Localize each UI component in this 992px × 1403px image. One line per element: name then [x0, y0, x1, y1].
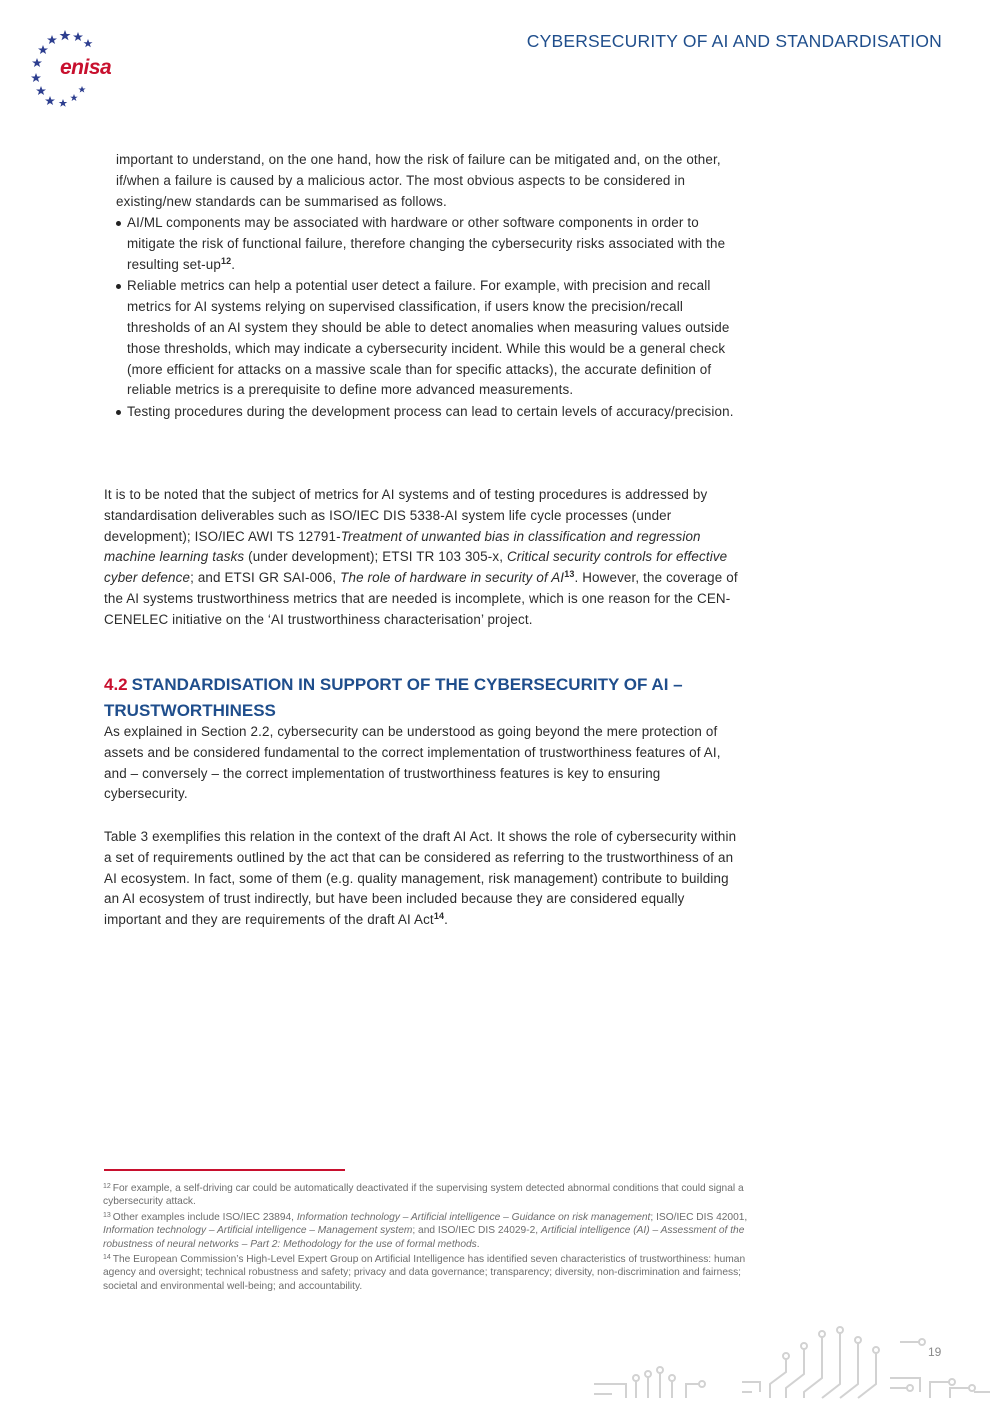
- document-title: CYBERSECURITY OF AI AND STANDARDISATION: [526, 31, 942, 51]
- aspects-bullet-list: [116, 213, 746, 424]
- footnote-divider: [104, 1169, 345, 1171]
- page-number: 19: [928, 1345, 942, 1359]
- section-title: STANDARDISATION IN SUPPORT OF THE CYBERSECURITY OF AI – TRUSTWORTHINESS: [104, 675, 683, 720]
- footnote-13: $^{13}$ Other examples include ISO/IEC 23894, Information technology – Artificial intelligence – Guidance on risk management; ISO/IEC DIS 42001, Information technology – Artificial intelligence – Management system; and ISO/IEC DIS 24029-2, Artificial intelligence (AI) – Assessment of the robustness of neural networks – Part 2: Methodology for the use of formal methods.: [103, 1211, 748, 1250]
- footnotes: [103, 1180, 748, 1293]
- footnote-ref[interactable]: 14: [433, 911, 445, 922]
- footnote-ref[interactable]: 12: [220, 255, 232, 266]
- metrics-paragraph: It is to be noted that the subject of metrics for AI systems and of testing procedures is addressed by standardisation deliverables such as ISO/IEC DIS 5338-AI system life cycle processes (under development); ISO/IEC AWI TS 12791-Treatment of unwanted bias in classification and regression machine learning tasks (under development); ETSI TR 103 305-x, Critical security controls for effective cyber defence; and ETSI GR SAI-006, The role of hardware in security of AI$^{13}$. However, the coverage of the AI systems trustworthiness metrics that are needed is incomplete, which is one reason for the CEN-CENELEC initiative on the ‘AI trustworthiness characterisation’ project.: [104, 487, 738, 627]
- section-heading: [104, 672, 764, 724]
- logo-wordmark: enisa: [60, 56, 112, 79]
- footnote-14: $^{14}$ The European Commission’s High-Level Expert Group on Artificial Intelligence has identified seven characteristics of trustworthiness: human agency and oversight; technical robustness and safety; privacy and data governance; transparency; diversity, non-discrimination and fairness; societal and environmental well-being; and accountability.: [103, 1254, 746, 1292]
- section-number: 4.2: [104, 675, 128, 694]
- cybersecurity-paragraph: As explained in Section 2.2, cybersecurity can be understood as going beyond the mere protection of assets and be considered fundamental to the correct implementation of trustworthiness features of AI, and – conversely – the correct implementation of trustworthiness features is key to ensuring cybersecurity.: [104, 724, 721, 802]
- footnote-ref[interactable]: 13: [564, 569, 575, 580]
- table3-paragraph: Table 3 exemplifies this relation in the context of the draft AI Act. It shows the role of cybersecurity within a set of requirements outlined by the act that can be considered as referring to the trustworthiness of an AI ecosystem. In fact, some of them (e.g. quality management, risk management) contribute to building an AI ecosystem of trust indirectly, but have been included because they are considered equally important and they are requirements of the draft AI Act$^{14}$.: [104, 829, 737, 928]
- bullet-item: AI/ML components may be associated with hardware or other software components in order to mitigate the risk of functional failure, therefore changing the cybersecurity risks associated with the resulting set-$up^{12}$.: [116, 213, 746, 275]
- footnote-12: $^{12}$ For example, a self-driving car could be automatically deactivated if the supervising system detected abnormal conditions that could signal a cybersecurity attack.: [103, 1183, 744, 1208]
- bullet-item: Testing procedures during the development process can lead to certain levels of accuracy/precision.: [116, 402, 746, 423]
- intro-paragraph: important to understand, on the one hand, how the risk of failure can be mitigated and, on the other, if/when a failure is caused by a malicious actor. The most obvious aspects to be considered in existing/new standards can be summarised as follows.: [116, 152, 721, 209]
- circuit-decoration-icon: [590, 1322, 992, 1403]
- bullet-item: Reliable metrics can help a potential user detect a failure. For example, with precision and recall metrics for AI systems relying on supervised classification, if users know the precision/recall thresholds of an AI system they should be able to detect anomalies when measuring values outside those thresholds, which may indicate a cybersecurity incident. While this would be a general check (more efficient for attacks on a massive scale than for specific attacks), the accurate definition of reliable metrics is a prerequisite to define more advanced measurements.: [116, 276, 746, 401]
